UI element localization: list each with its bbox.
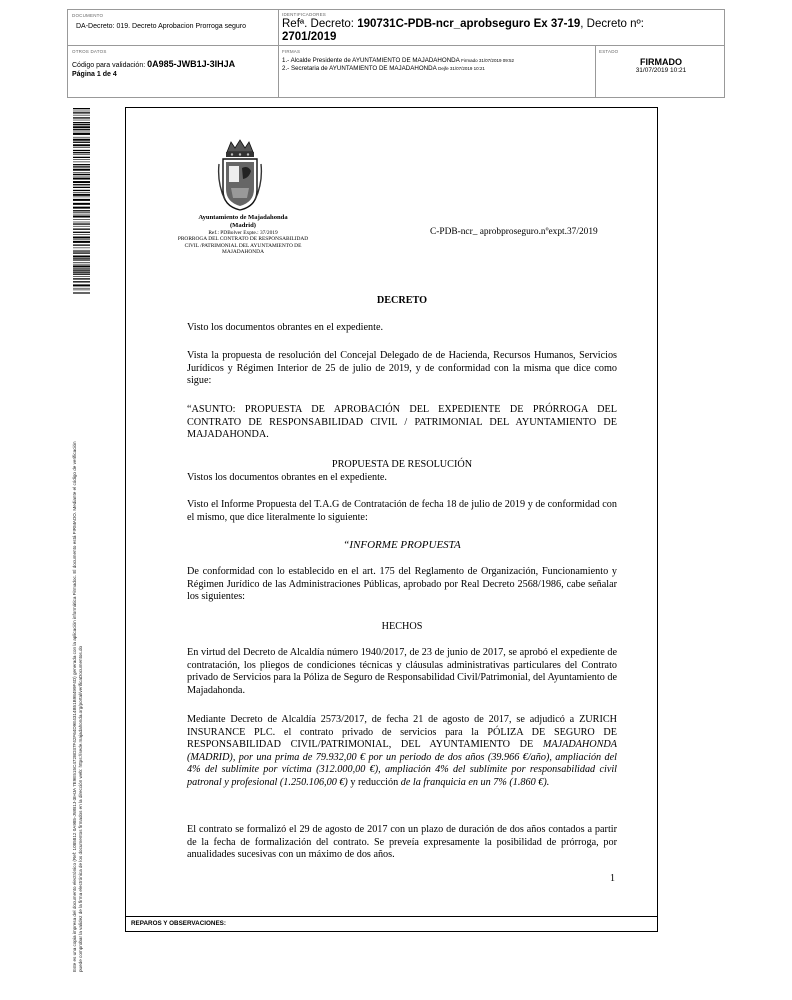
reparos-label: REPAROS Y OBSERVACIONES: (126, 916, 657, 931)
document-reference: C-PDB-ncr_ aprobproseguro.nºexpt.37/2019 (430, 227, 598, 237)
paragraph-7: En virtud del Decreto de Alcaldía número 1940/2017, de 23 de junio de 2017, se aprobó el expediente de contratación, los pliegos de condiciones técnicas y cláusulas administrativas particulares del Contrato privado de Servicios para la Póliza de Seguro de Responsabilidad Civil/Patrimonial, del Ayuntamiento de Majadahonda. (187, 647, 617, 696)
propuesta-title: PROPUESTA DE RESOLUCIÓN (331, 459, 473, 470)
otros-datos-cell: OTROS DATOS Código para validación: 0A985-JWB1J-3IHJA Página 1 de 4 (72, 49, 274, 78)
status-badge: FIRMADO (640, 57, 682, 67)
firma-2: 2.- Secretaria de AYUNTAMIENTO DE MAJADAHONDA Dejfe 31/07/2019 10:21 (282, 65, 485, 72)
coat-of-arms-icon (217, 138, 263, 212)
paragraph-6: De conformidad con lo establecido en el art. 175 del Reglamento de Organización, Funcionamiento y Régimen Jurídico de las Administraciones Públicas, aprobado por Real Decreto 2568/1986, cabe señalar los siguientes: (187, 566, 617, 603)
page-number: 1 (610, 873, 615, 884)
decreto-ref: Refª. Decreto: 190731C-PDB-ncr_aprobseguro Ex 37-19, Decreto nº: 2701/2019 (282, 18, 644, 43)
barcode-image (73, 108, 90, 294)
firmas-cell: FIRMAS 1.- Alcalde Presidente de AYUNTAMIENTO DE MAJADAHONDA Firmado 31/07/2019 09:52 2.- Secretaria de AYUNTAMIENTO DE MAJADAHONDA Dejfe 31/07/2019 10:21 (282, 49, 592, 72)
identificadores-cell: IDENTIFICADORES Refª. Decreto: 190731C-PDB-ncr_aprobseguro Ex 37-19, Decreto nº: 2701/2019 (282, 12, 722, 44)
signature-header (67, 9, 725, 98)
estado-cell: ESTADO FIRMADO 31/07/2019 10:21 (599, 49, 723, 74)
documento-cell: DOCUMENTO DA-Decreto: 019. Decreto Aprobacion Prorroga seguro (72, 13, 274, 31)
documento-value: DA-Decreto: 019. Decreto Aprobacion Prorroga seguro (76, 23, 247, 30)
hechos-title: HECHOS (381, 621, 423, 632)
paragraph-5: Visto el Informe Propuesta del T.A.G de Contratación de fecha 18 de julio de 2019 y de conformidad con el mismo, que dice literalmente lo siguiente: (187, 499, 617, 523)
status-date: 31/07/2019 10:21 (635, 67, 687, 74)
paragraph-asunto: “ASUNTO: PROPUESTA DE APROBACIÓN DEL EXPEDIENTE DE PRÓRROGA DEL CONTRATO DE RESPONSABILIDAD CIVIL / PATRIMONIAL DEL AYUNTAMIENTO DE MAJADAHONDA. (187, 404, 617, 441)
page-count: Página 1 de 4 (72, 71, 117, 78)
side-verification-text: Este es una copia impresa del documento electrónico (Ref: 1085812 0A985-JWB1J-3IHJA 7E9E515C472BD37F42F64D9E4314B51B98499F4D) generada con la aplicación informática Firmadoc. El documento está FIRMADO. Mediante el código de verificación puede comprobar la validez de la firma electrónica de los documentos firmados en la dirección web: https://sede.majadahonda.org/portal/verificaDocumentos.do (72, 441, 83, 972)
informe-title: “INFORME PROPUESTA (343, 539, 461, 551)
letterhead: Ayuntamiento de Majadahonda (Madrid) Ref.: PDBolver Expte.: 37/2019 PRORROGA DEL CONTRATO DE RESPONSABILIDAD CIVIL /PATRIMONIAL DEL AYUNTAMIENTO DE MAJADAHONDA (177, 214, 309, 255)
paragraph-1: Visto los documentos obrantes en el expediente. (187, 322, 384, 333)
paragraph-9: El contrato se formalizó el 29 de agosto de 2017 con un plazo de duración de dos años contados a partir de la fecha de formalización del contrato. Se preveía expresamente la posibilidad de prórroga, por anualidades sucesivas con un máximo de dos años. (187, 824, 617, 861)
paragraph-8: Mediante Decreto de Alcaldía 2573/2017, de fecha 21 de agosto de 2017, se adjudicó a ZURICH INSURANCE PLC. el contrato privado de servicios para la PÓLIZA DE SEGURO DE RESPONSABILIDAD CIVIL/PATRIMONIAL, DEL AYUNTAMIENTO DE MAJADAHONDA (MADRID), por una prima de 79.932,00 € por un periodo de dos años (39.966 €/año), ampliación del 4% del sublímite por víctima (312.000,00 €), ampliación 4% del sublímite por responsabilidad civil patronal y profesional (1.250.106,00 €) y reducción de la franquicia en un 7% (1.860 €). (187, 714, 617, 788)
validation-code: Código para validación: 0A985-JWB1J-3IHJA (72, 59, 236, 69)
paragraph-4: Vistos los documentos obrantes en el expediente. (187, 472, 387, 483)
decreto-title: DECRETO (376, 295, 428, 306)
paragraph-2: Vista la propuesta de resolución del Concejal Delegado de de Hacienda, Recursos Humanos, Servicios Jurídicos y Régimen Interior de 25 de julio de 2019, y de conformidad con la misma que dice como sigue: (187, 350, 617, 387)
firma-1: 1.- Alcalde Presidente de AYUNTAMIENTO DE MAJADAHONDA Firmado 31/07/2019 09:52 (282, 57, 514, 64)
